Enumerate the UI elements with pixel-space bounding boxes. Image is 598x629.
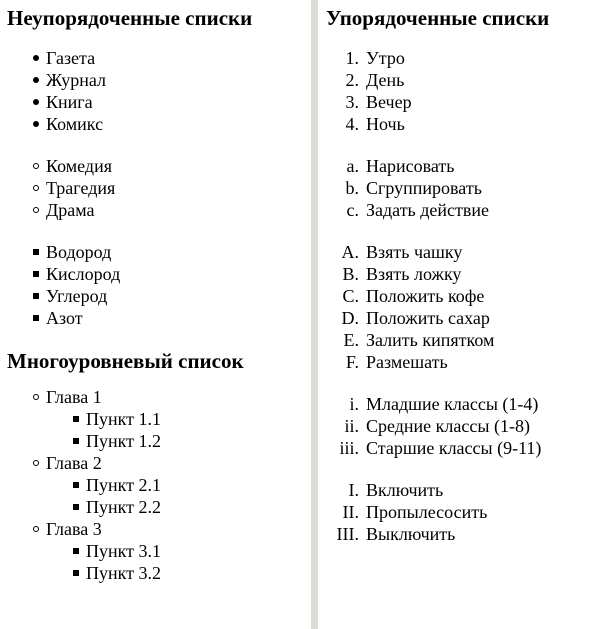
list-marker: 3. [345,92,359,112]
unordered-lists-heading: Неупорядоченные списки [7,6,253,30]
circle-bullet-icon [33,185,39,191]
circle-bullet-icon [33,394,39,400]
list-item: Пункт 2.1 [86,474,311,496]
multilevel-list [7,386,311,584]
list-item: 1. Утро [345,48,405,68]
list-marker: F. [345,352,359,372]
list-marker: III. [336,524,359,544]
list-item: Пункт 3.2 [86,562,311,584]
list-item: a. Нарисовать [346,156,455,176]
square-bullet-icon [33,315,39,321]
list-item: Газета [46,47,311,69]
list-item: B. Взять ложку [342,264,462,284]
list-marker: iii. [339,438,359,458]
list-item: i. Младшие классы (1-4) [349,394,539,414]
list-item: Пункт 3.1 [86,540,311,562]
square-bullet-icon [73,548,79,554]
list-marker: a. [346,156,359,176]
sub-list [46,408,311,452]
list-item: Драма [46,199,311,221]
list-item: A. Взять чашку [341,242,463,262]
list-item: D. Положить сахар [341,308,490,328]
square-bullet-icon [33,271,39,277]
list-marker: A. [341,242,359,262]
list-marker: ii. [344,416,359,436]
square-bullet-icon [73,570,79,576]
list-marker: B. [342,264,359,284]
list-marker: E. [343,330,359,350]
circle-list [7,155,311,221]
list-item: iii. Старшие классы (9-11) [339,438,542,458]
list-marker: D. [341,308,359,328]
square-bullet-icon [33,293,39,299]
list-marker: c. [346,200,359,220]
list-marker: 4. [345,114,359,134]
circle-bullet-icon [33,526,39,532]
multilevel-list-heading: Многоуровневый список [7,349,244,373]
lower-alpha-list [326,155,598,221]
list-item: Кислород [46,263,311,285]
list-item: Пункт 1.2 [86,430,311,452]
list-item: 4. Ночь [345,114,405,134]
list-marker: 2. [345,70,359,90]
list-item: c. Задать действие [346,200,490,220]
list-item: E. Залить кипятком [343,330,495,350]
disc-bullet-icon [33,121,39,127]
disc-bullet-icon [33,55,39,61]
column-divider [311,0,318,629]
circle-bullet-icon [33,207,39,213]
list-item: Комикс [46,113,311,135]
list-item: b. Сгруппировать [345,178,482,198]
list-marker: b. [345,178,359,198]
chapter-item: Глава 1 Пункт 1.1 Пункт 1.2 [46,386,311,452]
disc-bullet-icon [33,99,39,105]
disc-list [7,47,311,135]
decimal-list [326,47,598,135]
list-item: Пункт 1.1 [86,408,311,430]
list-item: Журнал [46,69,311,91]
list-item: ii. Средние классы (1-8) [344,416,530,436]
chapter-item: Глава 2 Пункт 2.1 Пункт 2.2 [46,452,311,518]
square-bullet-icon [73,482,79,488]
sub-list [46,474,311,518]
list-marker: I. [348,480,359,500]
square-list [7,241,311,329]
square-bullet-icon [73,416,79,422]
list-item: I. Включить [348,480,444,500]
list-marker: i. [349,394,359,414]
upper-alpha-list [326,241,598,373]
square-bullet-icon [73,504,79,510]
ordered-lists-heading: Упорядоченные списки [326,6,550,30]
list-item: 2. День [345,70,405,90]
list-item: Углерод [46,285,311,307]
list-item: Азот [46,307,311,329]
upper-roman-list [326,479,598,545]
list-item: Комедия [46,155,311,177]
list-item: Книга [46,91,311,113]
list-marker: II. [342,502,359,522]
lower-roman-list [326,393,598,459]
chapter-item: Глава 3 Пункт 3.1 Пункт 3.2 [46,518,311,584]
list-item: 3. Вечер [345,92,412,112]
square-bullet-icon [33,249,39,255]
list-item: F. Размешать [345,352,448,372]
square-bullet-icon [73,438,79,444]
list-item: Трагедия [46,177,311,199]
list-item: III. Выключить [336,524,456,544]
sub-list [46,540,311,584]
list-item: Водород [46,241,311,263]
circle-bullet-icon [33,163,39,169]
right-column [318,0,598,629]
list-item: Пункт 2.2 [86,496,311,518]
disc-bullet-icon [33,77,39,83]
list-item: II. Пропылесосить [342,502,488,522]
list-marker: 1. [345,48,359,68]
list-item: C. Положить кофе [342,286,485,306]
circle-bullet-icon [33,460,39,466]
list-marker: C. [342,286,359,306]
